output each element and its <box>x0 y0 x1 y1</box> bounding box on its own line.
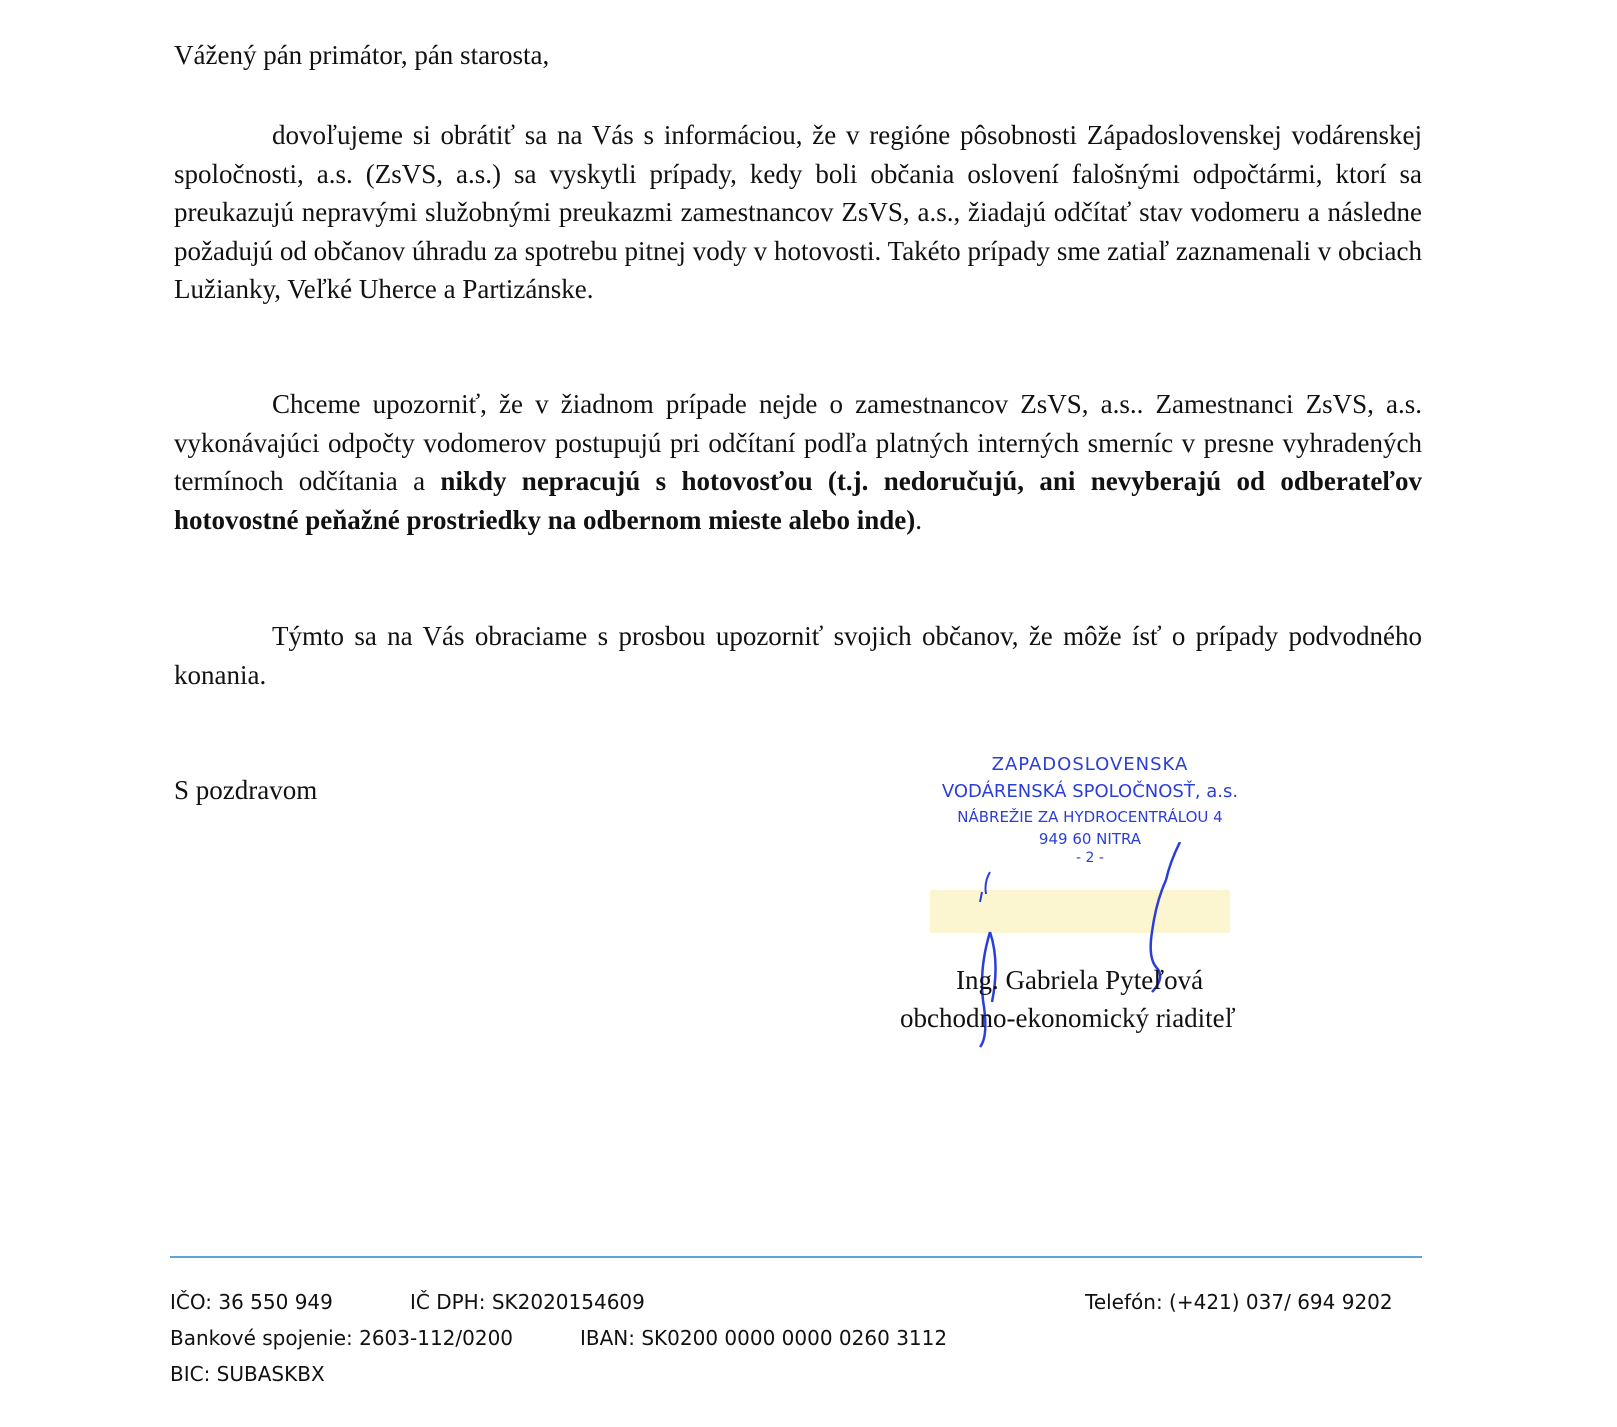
paragraph-1: dovoľujeme si obrátiť sa na Vás s informáciou, že v regióne pôsobnosti Západoslovenskej vodárenskej spoločnosti, a.s. (ZsVS, a.s.) sa vyskytli prípady, kedy boli občania oslovení falošnými odpočtármi, ktorí sa preukazujú nepravými služobnými preukazmi zamestnancov ZsVS, a.s., žiadajú odčítať stav vodomeru a následne požadujú od občanov úhradu za spotrebu pitnej vody v hotovosti. Takéto prípady sme zatiaľ zaznamenali v obciach Lužianky, Veľké Uherce a Partizánske. <box>174 120 1422 304</box>
footer-divider <box>170 1256 1422 1258</box>
closing-greeting: S pozdravom <box>174 775 318 805</box>
stamp-line-1: ZAPADOSLOVENSKA <box>991 754 1189 775</box>
footer-iban: IBAN: SK0200 0000 0000 0260 3112 <box>580 1326 948 1350</box>
paragraph-2-warning: nikdy nepracujú s hotovosťou (t.j. nedoručujú, ani nevyberajú od odberateľov hotovostné peňažné prostriedky na odbernom mieste alebo inde) <box>174 466 1422 535</box>
stamp-line-4: 949 60 NITRA <box>1038 830 1142 848</box>
footer-vat-id: IČ DPH: SK2020154609 <box>410 1290 645 1314</box>
stamp-line-2: VODÁRENSKÁ SPOLOČNOSŤ, a.s. <box>941 781 1239 802</box>
signer-title: obchodno-ekonomický riaditeľ <box>900 1003 1236 1033</box>
footer-bic: BIC: SUBASKBX <box>170 1362 325 1386</box>
stamp-line-3: NÁBREŽIE ZA HYDROCENTRÁLOU 4 <box>957 808 1223 826</box>
footer-bank: Bankové spojenie: 2603-112/0200 <box>170 1326 514 1350</box>
paragraph-2-end: . <box>915 504 923 535</box>
salutation: Vážený pán primátor, pán starosta, <box>174 40 550 70</box>
paragraph-2 <box>174 385 1422 539</box>
paragraph-3: Týmto sa na Vás obraciame s prosbou upozorniť svojich občanov, že môže ísť o prípady podvodného konania. <box>174 621 1422 690</box>
stamp-line-5: - 2 - <box>1076 850 1104 866</box>
footer-ico: IČO: 36 550 949 <box>170 1290 333 1314</box>
signer-name: Ing. Gabriela Pyteľová <box>956 965 1204 995</box>
paragraph-2-text: Chceme upozorniť, že v žiadnom prípade nejde o zamestnancov ZsVS, a.s.. Zamestnanci ZsVS, a.s. vykonávajúci odpočty vodomerov postupujú pri odčítaní podľa platných interných smerníc v presne vyhradených termínoch odčítania a <box>174 389 1422 496</box>
footer-phone: Telefón: (+421) 037/ 694 9202 <box>1085 1290 1393 1314</box>
